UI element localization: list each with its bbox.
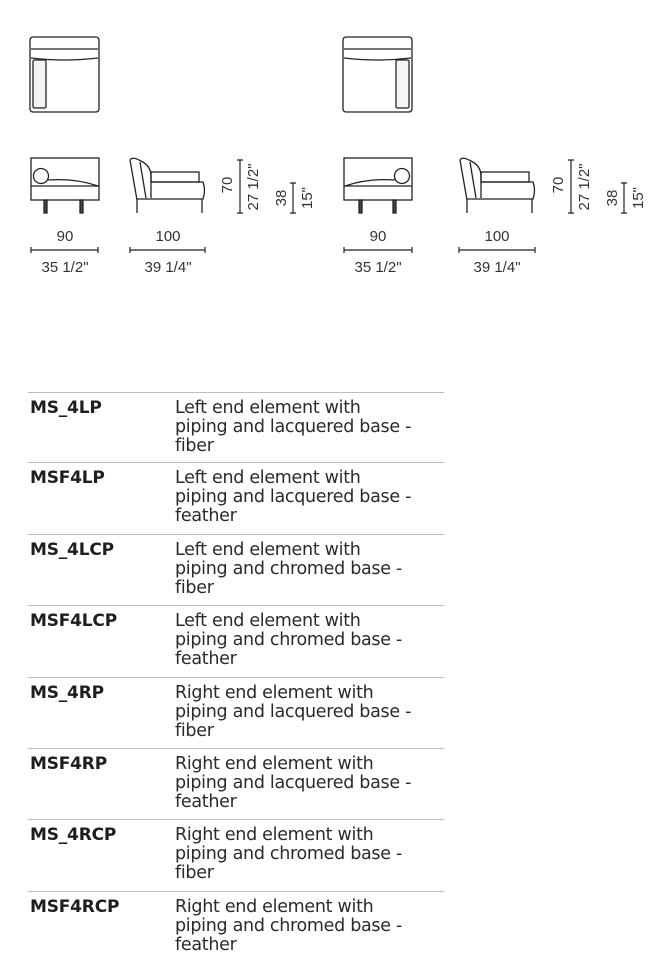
right-front-view-icon — [344, 158, 412, 213]
right-height-cm: 70 — [550, 176, 567, 194]
description-line: piping and lacquered base - — [175, 417, 412, 437]
table-row — [28, 819, 444, 891]
description-line: piping and chromed base - — [175, 559, 402, 579]
description-line: feather — [175, 935, 237, 955]
product-description — [175, 541, 402, 598]
description-line: piping and chromed base - — [175, 916, 402, 936]
left-top-view-icon — [30, 37, 99, 112]
left-front-width-cm: 90 — [56, 228, 74, 245]
product-description — [175, 399, 411, 456]
right-side-depth-in: 39 1/4" — [473, 259, 521, 276]
product-description — [175, 755, 411, 812]
left-seat-height-cm: 38 — [273, 189, 290, 207]
description-line: piping and lacquered base - — [175, 487, 412, 507]
technical-drawings — [0, 0, 664, 300]
description-line: piping and lacquered base - — [175, 773, 412, 793]
description-line: Left end element with — [175, 540, 361, 560]
left-height-cm: 70 — [219, 176, 236, 194]
description-line: feather — [175, 792, 237, 812]
right-height-in: 27 1/2" — [576, 163, 593, 211]
right-seat-height-in: 15" — [630, 186, 647, 210]
left-module-drawing — [30, 37, 205, 213]
right-module-labels — [354, 163, 647, 276]
product-description — [175, 826, 402, 883]
description-line: Left end element with — [175, 611, 361, 631]
description-line: Right end element with — [175, 825, 374, 845]
product-code: MS_4LP — [30, 398, 102, 418]
right-side-view-icon — [460, 158, 535, 213]
table-row — [28, 891, 444, 959]
description-line: fiber — [175, 436, 214, 456]
product-description — [175, 469, 411, 526]
product-description — [175, 898, 402, 955]
table-row — [28, 677, 444, 748]
description-line: Left end element with — [175, 398, 361, 418]
left-seat-height-in: 15" — [299, 186, 316, 210]
product-code: MSF4RCP — [30, 897, 120, 917]
left-side-view-icon — [130, 158, 205, 213]
right-module-drawing — [343, 37, 535, 213]
product-code: MSF4LP — [30, 468, 105, 488]
description-line: feather — [175, 506, 237, 526]
product-code: MSF4LCP — [30, 611, 117, 631]
product-code: MS_4RP — [30, 683, 104, 703]
table-row — [28, 392, 444, 462]
description-line: fiber — [175, 578, 214, 598]
description-line: piping and lacquered base - — [175, 702, 412, 722]
right-top-view-icon — [343, 37, 412, 112]
left-side-depth-in: 39 1/4" — [144, 259, 192, 276]
description-line: fiber — [175, 863, 214, 883]
left-front-width-in: 35 1/2" — [41, 259, 89, 276]
product-code: MSF4RP — [30, 754, 107, 774]
product-spec-table — [28, 392, 444, 959]
description-line: Right end element with — [175, 897, 374, 917]
left-module-labels — [41, 163, 316, 276]
right-front-width-in: 35 1/2" — [354, 259, 402, 276]
product-description — [175, 612, 402, 669]
description-line: feather — [175, 649, 237, 669]
right-side-depth-cm: 100 — [484, 228, 510, 245]
description-line: piping and chromed base - — [175, 844, 402, 864]
product-description — [175, 684, 411, 741]
right-seat-height-cm: 38 — [604, 189, 621, 207]
left-front-view-icon — [31, 158, 99, 213]
description-line: piping and chromed base - — [175, 630, 402, 650]
product-code: MS_4RCP — [30, 825, 117, 845]
description-line: Left end element with — [175, 468, 361, 488]
table-row — [28, 534, 444, 605]
product-code: MS_4LCP — [30, 540, 114, 560]
left-side-depth-cm: 100 — [155, 228, 181, 245]
table-row — [28, 462, 444, 534]
left-height-in: 27 1/2" — [245, 163, 262, 211]
table-row — [28, 605, 444, 677]
description-line: Right end element with — [175, 754, 374, 774]
table-row — [28, 748, 444, 819]
right-front-width-cm: 90 — [369, 228, 387, 245]
description-line: Right end element with — [175, 683, 374, 703]
description-line: fiber — [175, 721, 214, 741]
